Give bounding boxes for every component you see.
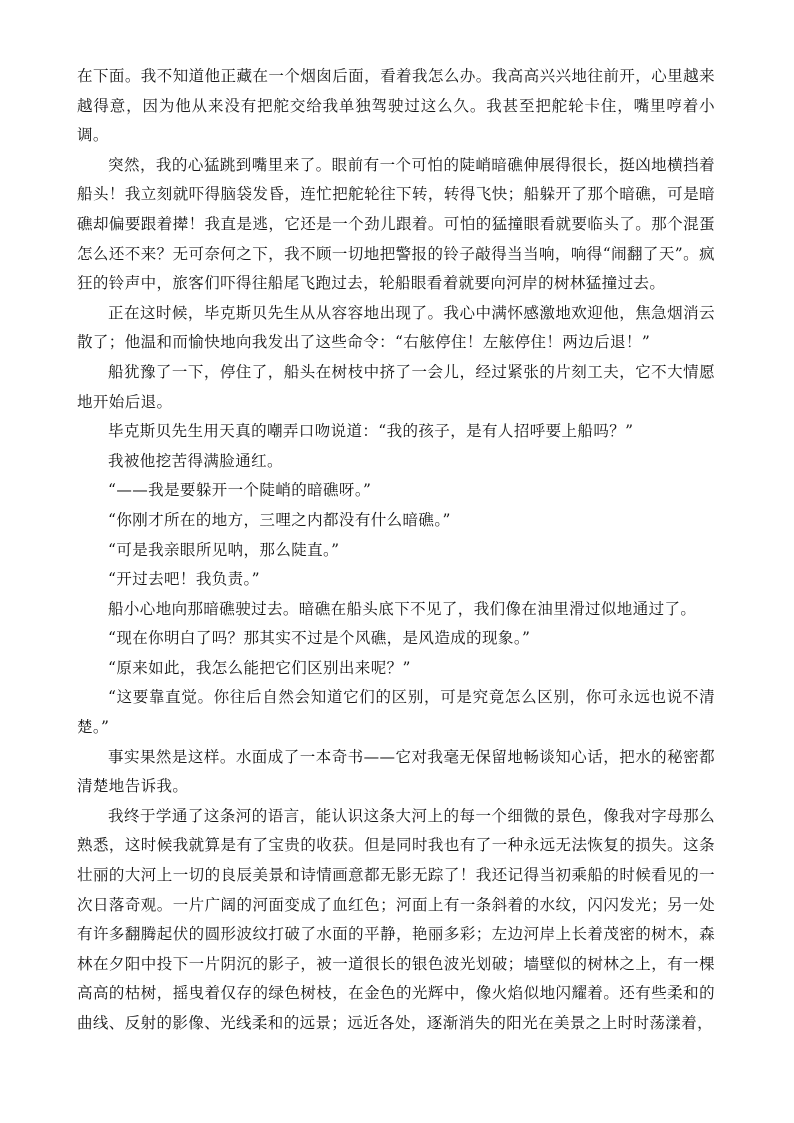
paragraph-1: 在下面。我不知道他正藏在一个烟囱后面，看着我怎么办。我高高兴兴地往前开，心里越来越得意，因为他从来没有把舵交给我单独驾驶过这么久。我甚至把舵轮卡住，嘴里哼着小调。 xyxy=(77,67,715,145)
document-body xyxy=(77,62,715,1039)
dialogue-line-6: “原来如此，我怎么能把它们区别出来呢？” xyxy=(108,658,411,677)
dialogue-line-7: “这要靠直觉。你往后自然会知道它们的区别，可是究竟怎么区别，你可永远也说不清楚。” xyxy=(77,688,715,737)
paragraph-11: 船小心地向那暗礁驶过去。暗礁在船头底下不见了，我们像在油里滑过似地通过了。 xyxy=(108,599,697,618)
paragraph-5: 毕克斯贝先生用天真的嘲弄口吻说道：“我的孩子，是有人招呼要上船吗？” xyxy=(108,422,634,441)
paragraph-4: 船犹豫了一下，停住了，船头在树枝中挤了一会儿，经过紧张的片刻工夫，它不大情愿地开始后退。 xyxy=(77,362,715,411)
paragraph-15: 事实果然是这样。水面成了一本奇书——它对我毫无保留地畅谈知心话，把水的秘密都清楚地告诉我。 xyxy=(77,747,715,796)
paragraph-3: 正在这时候，毕克斯贝先生从从容容地出现了。我心中满怀感激地欢迎他，焦急烟消云散了；他温和而愉快地向我发出了这些命令：“右舷停住！左舷停住！两边后退！” xyxy=(77,303,715,352)
dialogue-line-2: “你刚才所在的地方，三哩之内都没有什么暗礁。” xyxy=(108,510,451,529)
dialogue-line-3: “可是我亲眼所见呐，那么陡直。” xyxy=(108,540,340,559)
paragraph-6: 我被他挖苦得满脸通红。 xyxy=(108,451,283,470)
dialogue-line-5: “现在你明白了吗？那其实不过是个风礁，是风造成的现象。” xyxy=(108,629,531,648)
dialogue-line-4: “开过去吧！我负责。” xyxy=(108,570,260,589)
paragraph-2: 突然，我的心猛跳到嘴里来了。眼前有一个可怕的陡峭暗礁伸展得很长，挺凶地横挡着船头！我立刻就吓得脑袋发昏，连忙把舵轮往下转，转得飞快；船躲开了那个暗礁，可是暗礁却偏要跟着撵！我直是逃，它还是一个劲儿跟着。可怕的猛撞眼看就要临头了。那个混蛋怎么还不来？无可奈何之下，我不顾一切地把警报的铃子敲得当当响，响得“闹翻了天”。疯狂的铃声中，旅客们吓得往船尾飞跑过去，轮船眼看着就要向河岸的树林猛撞过去。 xyxy=(77,155,715,293)
dialogue-line-1: “——我是要躲开一个陡峭的暗礁呀。” xyxy=(108,481,372,500)
paragraph-16: 我终于学通了这条河的语言，能认识这条大河上的每一个细微的景色，像我对字母那么熟悉，这时候我就算是有了宝贵的收获。但是同时我也有了一种永远无法恢复的损失。这条壮丽的大河上一切的良辰美景和诗情画意都无影无踪了！我还记得当初乘船的时候看见的一次日落奇观。一片广阔的河面变成了血红色；河面上有一条斜着的水纹，闪闪发光；另一处有许多翻腾起伏的圆形波纹打破了水面的平静，艳丽多彩；左边河岸上长着茂密的树木，森林在夕阳中投下一片阴沉的影子，被一道很长的银色波光划破；墙壁似的树林之上，有一棵高高的枯树，摇曳着仅存的绿色树枝，在金色的光辉中，像火焰似地闪耀着。还有些柔和的曲线、反射的影像、光线柔和的远景；远近各处，逐渐消失的阳光在美景之上时时荡漾着， xyxy=(77,806,715,1032)
